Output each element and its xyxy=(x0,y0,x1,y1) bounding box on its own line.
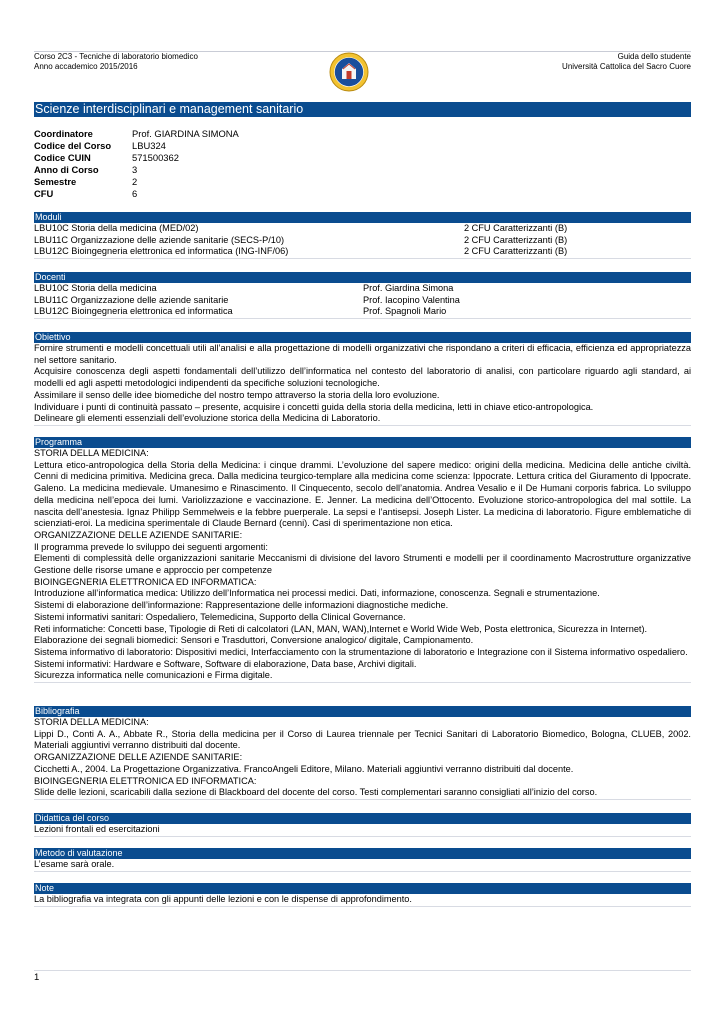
paragraph: Fornire strumenti e modelli concettuali utili all’analisi e alla progettazione di modelli organizzativi che rispondano a criteri di efficacia, efficienza ed appropriatezza nel settore sanitario. xyxy=(34,343,691,365)
page-number: 1 xyxy=(34,972,40,983)
valutazione-text xyxy=(34,859,691,872)
paragraph: Sistemi informativi sanitari: Ospedaliero, Telemedicina, Supporto della Clinical Governance. xyxy=(34,611,406,622)
info-label: Codice CUIN xyxy=(34,152,91,163)
paragraph: Assimilare il senso delle idee biomediche del nostro tempo attraverso la storia della loro evoluzione. xyxy=(34,389,440,400)
header-left xyxy=(34,52,198,72)
info-row xyxy=(34,140,239,152)
paragraph: Delineare gli elementi essenziali dell’evoluzione storica della Medicina di Laboratorio. xyxy=(34,413,381,424)
info-label: Coordinatore xyxy=(34,128,93,139)
info-row xyxy=(34,176,239,188)
section-header-didattica xyxy=(34,813,691,824)
paragraph: Acquisire conoscenza degli aspetti fondamentali dell’utilizzo dell’informatica nel contesto del laboratorio di analisi, con particolare riguardo agli standard, ai modelli ed agli aspetti metodologici indipendenti da specifiche soluzioni tecnologiche. xyxy=(34,366,691,389)
section-title: Metodo di valutazione xyxy=(35,848,123,858)
paragraph: ORGANIZZAZIONE DELLE AZIENDE SANITARIE: xyxy=(34,752,243,763)
module-name: LBU11C Organizzazione delle aziende sanitarie (SECS-P/10) xyxy=(34,234,285,245)
section-header-programma xyxy=(34,437,691,448)
section-header-bibliografia xyxy=(34,706,691,717)
info-value: 2 xyxy=(132,176,138,187)
table-row xyxy=(34,246,691,258)
course-title-band xyxy=(34,102,691,117)
guide-label: Guida dello studente xyxy=(617,52,691,61)
teacher-name: Prof. Spagnoli Mario xyxy=(363,306,447,317)
section-title: Bibliografia xyxy=(35,706,80,716)
section-header-docenti xyxy=(34,272,691,283)
section-title: Didattica del corso xyxy=(35,813,110,823)
module-name: LBU10C Storia della medicina xyxy=(34,283,157,293)
module-cfu: 2 CFU Caratterizzanti (B) xyxy=(464,223,568,233)
paragraph: BIOINGEGNERIA ELETTRONICA ED INFORMATICA: xyxy=(34,576,257,587)
university-name: Università Cattolica del Sacro Cuore xyxy=(562,62,691,71)
paragraph: L’esame sarà orale. xyxy=(34,859,115,869)
section-header-valutazione xyxy=(34,848,691,859)
info-row xyxy=(34,128,239,140)
bibliografia-text xyxy=(34,717,691,800)
info-value: 6 xyxy=(132,188,138,199)
section-title: Moduli xyxy=(35,212,62,222)
paragraph: Sicurezza informatica nelle comunicazioni e Firma digitale. xyxy=(34,670,273,681)
section-title: Programma xyxy=(35,437,83,447)
section-header-moduli xyxy=(34,212,691,223)
paragraph: Individuare i punti di continuità passato – presente, acquisire i concetti guida della storia della medicina, letti in chiave etico-antropologica. xyxy=(34,401,594,412)
paragraph: Elaborazione dei segnali biomedici: Sensori e Trasduttori, Conversione analogico/ digitale, Campionamento. xyxy=(34,635,474,646)
section-header-obiettivo xyxy=(34,332,691,343)
academic-year-line: Anno accademico 2015/2016 xyxy=(34,62,138,71)
section-title: Obiettivo xyxy=(35,332,71,342)
paragraph: Introduzione all’informatica medica: Utilizzo dell’Informatica nei processi medici. Dati, informazione, conoscenza. Segnali e strumentazione. xyxy=(34,588,600,599)
paragraph: Sistemi informativi: Hardware e Software, Software di elaborazione, Data base, Archivi digitali. xyxy=(34,658,417,669)
info-row xyxy=(34,188,239,200)
paragraph: STORIA DELLA MEDICINA: xyxy=(34,448,149,458)
module-cfu: 2 CFU Caratterizzanti (B) xyxy=(464,246,568,257)
header-right xyxy=(562,52,691,72)
paragraph: Lezioni frontali ed esercitazioni xyxy=(34,824,160,834)
info-value: Prof. GIARDINA SIMONA xyxy=(132,128,239,139)
teacher-name: Prof. Giardina Simona xyxy=(363,283,454,293)
info-value: 3 xyxy=(132,164,138,175)
footer-rule xyxy=(34,970,691,971)
paragraph: Elementi di complessità delle organizzazioni sanitarie Meccanismi di divisione del lavoro Strumenti e modelli per il coordinamento Macrostrutture organizzative Gestione delle risorse umane e approccio per competenze xyxy=(34,553,691,576)
section-title: Note xyxy=(35,883,55,893)
info-row xyxy=(34,164,239,176)
note-text xyxy=(34,894,691,907)
info-label: Anno di Corso xyxy=(34,164,99,175)
didattica-text xyxy=(34,824,691,837)
university-seal-icon xyxy=(329,52,369,92)
table-row xyxy=(34,235,691,247)
module-name: LBU11C Organizzazione delle aziende sanitarie xyxy=(34,294,229,305)
paragraph: La bibliografia va integrata con gli appunti delle lezioni e con le dispense di approfondimento. xyxy=(34,894,412,904)
module-name: LBU10C Storia della medicina (MED/02) xyxy=(34,223,199,233)
paragraph: Cicchetti A., 2004. La Progettazione Organizzativa. FrancoAngeli Editore, Milano. Materiali aggiuntivi verranno distribuiti dal docente. xyxy=(34,763,574,774)
paragraph: Reti informatiche: Concetti base, Tipologie di Reti di calcolatori (LAN, MAN, WAN),Internet e World Wide Web, Posta elettronica, Sicurezza in Internet). xyxy=(34,623,648,634)
section-header-note xyxy=(34,883,691,894)
paragraph: Lippi D., Conti A. A., Abbate R., Storia della medicina per il Corso di Laurea triennale per Tecnici Sanitari di Laboratorio Biomedico, Bologna, CLUEB, 2002. Materiali aggiuntivi verranno distribuiti dal docente. xyxy=(34,728,691,751)
paragraph: Slide delle lezioni, scaricabili dalla sezione di Blackboard del docente del corso. Testi complementari saranno consigliati all’inizio del corso. xyxy=(34,787,598,798)
programma-text xyxy=(34,448,691,683)
moduli-table xyxy=(34,223,691,259)
course-title: Scienze interdisciplinari e management sanitario xyxy=(35,102,304,116)
info-row xyxy=(34,152,239,164)
module-name: LBU12C Bioingegneria elettronica ed informatica xyxy=(34,306,233,317)
docenti-table xyxy=(34,283,691,319)
module-cfu: 2 CFU Caratterizzanti (B) xyxy=(464,234,568,245)
teacher-name: Prof. Iacopino Valentina xyxy=(363,294,460,305)
table-row xyxy=(34,223,691,235)
paragraph: Lettura etico-antropologica della Storia della Medicina: i cinque drammi. L’evoluzione del sapere medico: origini della medicina. Medicina delle antiche civiltà. Cenni di medicina primitiva. Medicina greca. Dalla medicina teurgico-templare alla medicina come scienza: Ippocrate. Lettura critica del Giuramento di Ippocrate. Galeno. La medicina medievale. Umanesimo e Rinascimento. Il Cinquecento, secolo dell’anatomia. Andrea Vesalio e il De Humani corporis fabrica. Lo sviluppo della medicina nell’epoca dei lumi. Variolizzazione e vaccinazione. E. Jenner. La medicina dell’Ottocento. Evoluzione storico-antropologica del mal sottile. La nascita dell’anestesia. Ignaz Philipp Semmelweis e la febbre puerperale. La sepsi e l’antisepsi. Joseph Lister. La medicina di laboratorio. Figure emblematiche di scienziati-eroi. La medicina sperimentale di Claude Bernard (cenni). Casi di sperimentazione non etica. xyxy=(34,459,691,529)
paragraph: BIOINGEGNERIA ELETTRONICA ED INFORMATICA: xyxy=(34,775,257,786)
paragraph: ORGANIZZAZIONE DELLE AZIENDE SANITARIE: xyxy=(34,529,243,540)
paragraph: Sistema informativo di laboratorio: Dispositivi medici, Interfacciamento con la strumentazione di laboratorio e Integrazione con il Sistema informativo ospedaliero. xyxy=(34,646,688,657)
info-label: Codice del Corso xyxy=(34,140,112,151)
table-row xyxy=(34,306,691,318)
info-value: LBU324 xyxy=(132,140,166,151)
info-value: 571500362 xyxy=(132,152,179,163)
table-row xyxy=(34,283,691,295)
paragraph: Sistemi di elaborazione dell’informazione: Rappresentazione delle informazioni diagnostiche mediche. xyxy=(34,600,449,611)
course-info xyxy=(34,128,239,200)
table-row xyxy=(34,295,691,307)
section-title: Docenti xyxy=(35,272,66,282)
paragraph: Il programma prevede lo sviluppo dei seguenti argomenti: xyxy=(34,541,268,552)
obiettivo-text xyxy=(34,343,691,426)
info-label: CFU xyxy=(34,188,54,199)
module-name: LBU12C Bioingegneria elettronica ed informatica (ING-INF/06) xyxy=(34,246,289,257)
paragraph: STORIA DELLA MEDICINA: xyxy=(34,717,149,727)
course-code-line: Corso 2C3 - Tecniche di laboratorio biomedico xyxy=(34,52,198,61)
info-label: Semestre xyxy=(34,176,77,187)
